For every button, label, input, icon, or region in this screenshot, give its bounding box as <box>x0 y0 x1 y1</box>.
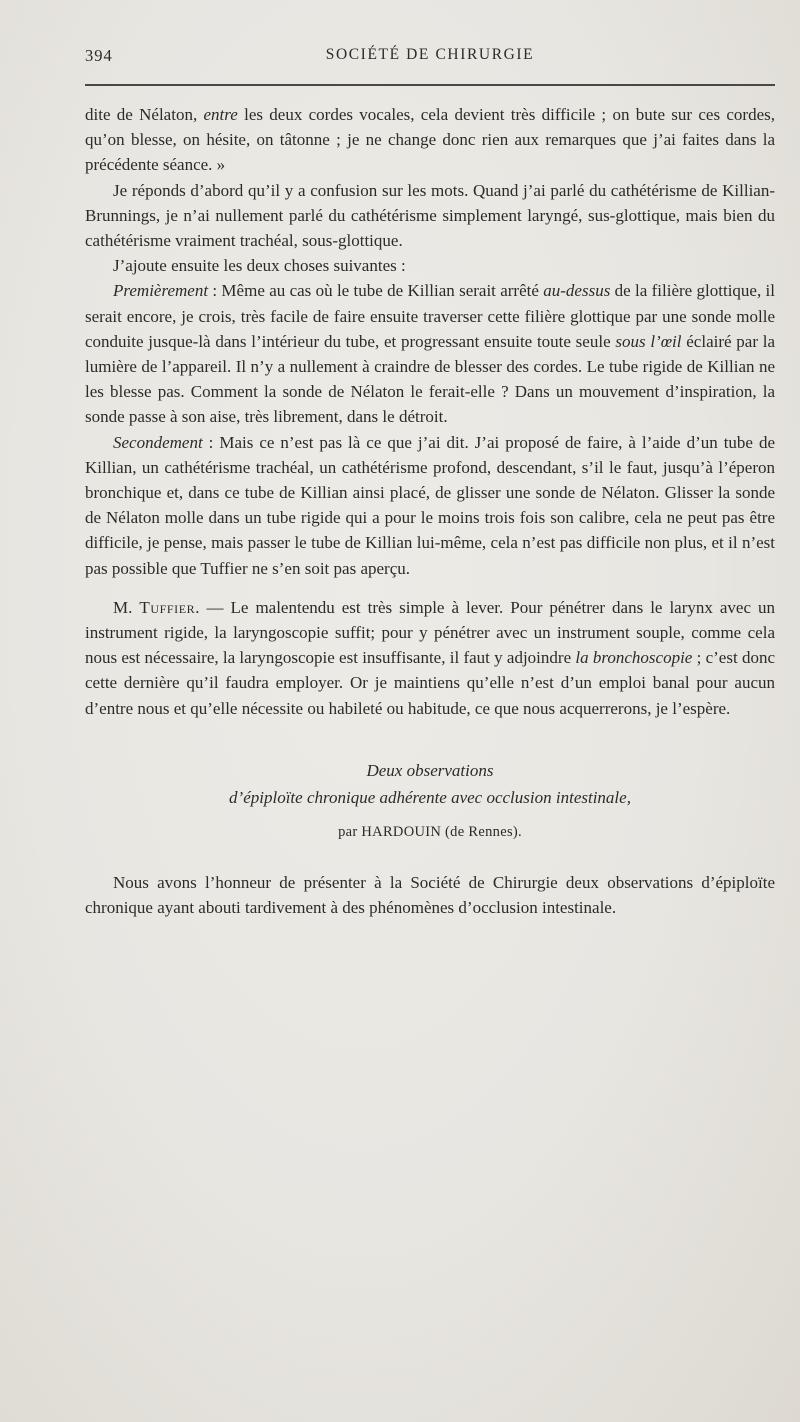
text-run: de la filière glottique, il serait encore, je crois, très facile de faire ensuite traverser cette filière glottique par une sonde molle conduite jusque-là dans l’intérieur du tube, et progressant ensuite toute seule <box>85 281 776 351</box>
text-run-italic: sous l’œil <box>615 331 682 351</box>
text-run-italic: Secondement <box>113 432 203 452</box>
text-block <box>85 102 775 721</box>
paragraph-tuffier <box>85 595 775 721</box>
page-header <box>85 46 775 72</box>
running-title: SOCIÉTÉ DE CHIRURGIE <box>325 46 535 63</box>
paragraph-premierement <box>85 278 775 429</box>
text-run: dite de Nélaton, <box>85 105 204 124</box>
page-number: 394 <box>85 46 113 65</box>
text-run: ; c’est donc cette dernière qu’il faudra employer. Or je maintiens qu’elle n’est d’un emploi banal pour aucun d’entre nous et qu’elle nécessite ou habileté ou habitude, ce que nous acquerrerons, je l’espère. <box>85 648 776 718</box>
text-run: : Même au cas où le tube de Killian serait arrêté <box>208 281 544 301</box>
text-run: . — Le malentendu est très simple à lever. Pour pénétrer dans le larynx avec un instrument rigide, la laryngoscopie suffit; pour y pénétrer avec un instrument souple, comme cela nous est nécessaire, la laryngoscopie est insuffisante, il faut y adjoindre <box>85 597 775 668</box>
section-byline: par HARDOUIN (de Rennes). <box>338 823 522 840</box>
text-run: éclairé par la lumière de l’appareil. Il n’y a nullement à craindre de blesser des cordes. Le tube rigide de Killian ne les blesse pas. Comment la sonde de Nélaton le ferait-elle ? Dans un mouvement d’inspiration, la sonde passe à son aise, très librement, dans le détroit. <box>85 331 776 427</box>
text-run-italic: Premièrement <box>113 281 209 301</box>
header-rule <box>85 84 775 86</box>
paragraph-transition: J’ajoute ensuite les deux choses suivantes : <box>113 256 406 276</box>
paragraph-response: Je réponds d’abord qu’il y a confusion sur les mots. Quand j’ai parlé du cathétérisme de Killian-Brunnings, je n’ai nullement parlé du cathétérisme simplement laryngé, sus-glottique, mais bien du cathétérisme vraiment trachéal, sous-glottique. <box>85 180 775 251</box>
text-run-italic: entre <box>203 105 238 124</box>
closing-block <box>85 870 775 920</box>
paragraph-closing: Nous avons l’honneur de présenter à la Société de Chirurgie deux observations d’épiploïte chronique ayant abouti tardivement à des phénomènes d’occlusion intestinale. <box>85 872 775 918</box>
text-run: les deux cordes vocales, cela devient très difficile ; on bute sur ces cordes, qu’on blesse, on hésite, on tâtonne ; je ne change donc rien aux remarques que j’ai faites dans la précédente séance. » <box>85 105 775 175</box>
paragraph-secondement <box>85 430 775 581</box>
page-content <box>85 46 775 920</box>
paragraph-continuation <box>85 102 775 178</box>
section-title-line1: Deux observations <box>366 760 494 780</box>
text-run: M. <box>113 597 140 617</box>
speaker-name-smallcaps: Tuffier <box>139 597 196 617</box>
section-title-line2: d’épiploïte chronique adhérente avec occlusion intestinale, <box>229 787 631 807</box>
section-heading <box>85 757 775 846</box>
text-run-italic: la bronchoscopie <box>575 648 693 668</box>
text-run: : Mais ce n’est pas là ce que j’ai dit. J’ai proposé de faire, à l’aide d’un tube de Killian, un cathétérisme trachéal, un cathétérisme profond, descendant, s’il le faut, jusqu’à l’éperon bronchique et, dans ce tube de Killian ainsi placé, de glisser une sonde de Nélaton. Glisser la sonde de Nélaton molle dans un tube rigide qui a pour le moins trois fois son calibre, cela ne peut pas être difficile, je pense, mais passer le tube de Killian lui-même, cela n’est pas difficile non plus, et il n’est pas possible que Tuffier ne s’en soit pas aperçu. <box>85 432 775 578</box>
text-run-italic: au-dessus <box>543 281 611 301</box>
